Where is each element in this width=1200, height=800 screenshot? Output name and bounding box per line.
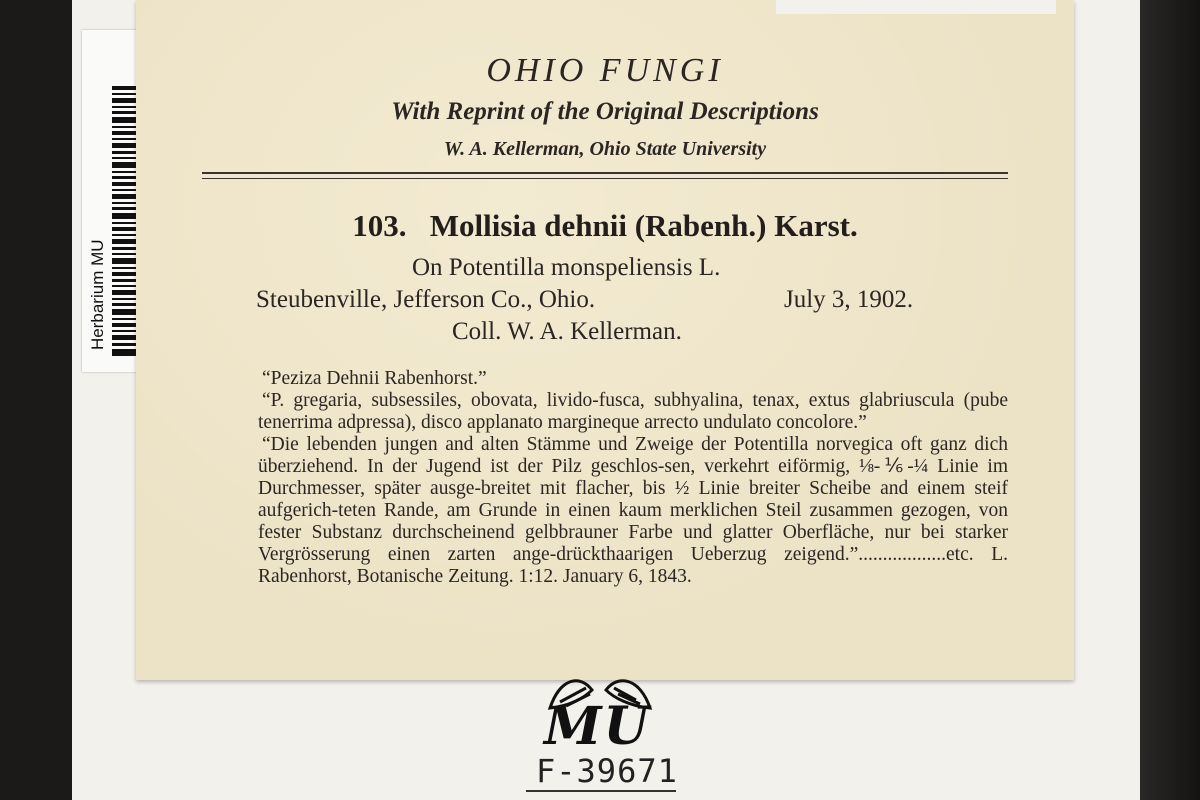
background-edge <box>1140 0 1200 800</box>
locality: Steubenville, Jefferson Co., Ohio. <box>256 286 596 313</box>
herbarium-stamp-text: MU <box>544 696 651 757</box>
accession-underline <box>526 790 676 792</box>
latin-description: “P. gregaria, subsessiles, obovata, livido-fusca, subhyalina, tenax, extus glabriuscula (pube tenerrima adpressa), disco applanato margineque arrecto undulato concolore.” <box>258 390 1008 433</box>
label-title: OHIO FUNGI <box>486 52 724 89</box>
species-heading <box>136 208 1074 244</box>
collection-date: July 3, 1902. <box>784 286 914 313</box>
original-description <box>258 368 1008 588</box>
label-torn-edge <box>776 0 1056 14</box>
species-name: Mollisia dehnii (Rabenh.) Karst. <box>429 208 858 243</box>
accession-number: F-39671 <box>536 752 678 790</box>
barcode-institution: Herbarium MU <box>88 239 107 350</box>
german-description: “Die lebenden jungen and alten Stämme und Zweige der Potentilla norvegica oft ganz dich überziehend. In der Jugend ist der Pilz geschlos-sen, verkehrt eiförmig, ⅛-⅙-¼ Linie im Durchmesser, später ausge-breitet mit flacher, bis ½ Linie breiter Scheibe and einem steif aufgerich-teten Rande, am Grunde in einen kaum merklichen Steil zusammen gezogen, von fester Substanz durchscheinend gelbbrauner Farbe und glatter Oberfläche, nur bei starker Vergrösserung einen zarten ange-drückthaarigen Ueberzug zeigend.”..................etc. L. Rabenhorst, Botanische Zeitung. 1:12. January 6, 1843. <box>258 434 1008 587</box>
divider <box>202 172 1008 174</box>
divider <box>202 178 1008 179</box>
collector: Coll. W. A. Kellerman. <box>452 318 682 345</box>
specimen-label <box>136 0 1074 680</box>
specimen-number: 103. <box>352 208 407 243</box>
label-subtitle: With Reprint of the Original Descriptions <box>391 98 819 125</box>
label-author: W. A. Kellerman, Ohio State University <box>443 138 767 160</box>
description-line: “Peziza Dehnii Rabenhorst.” <box>262 368 487 389</box>
host-plant: On Potentilla monspeliensis L. <box>412 254 721 281</box>
